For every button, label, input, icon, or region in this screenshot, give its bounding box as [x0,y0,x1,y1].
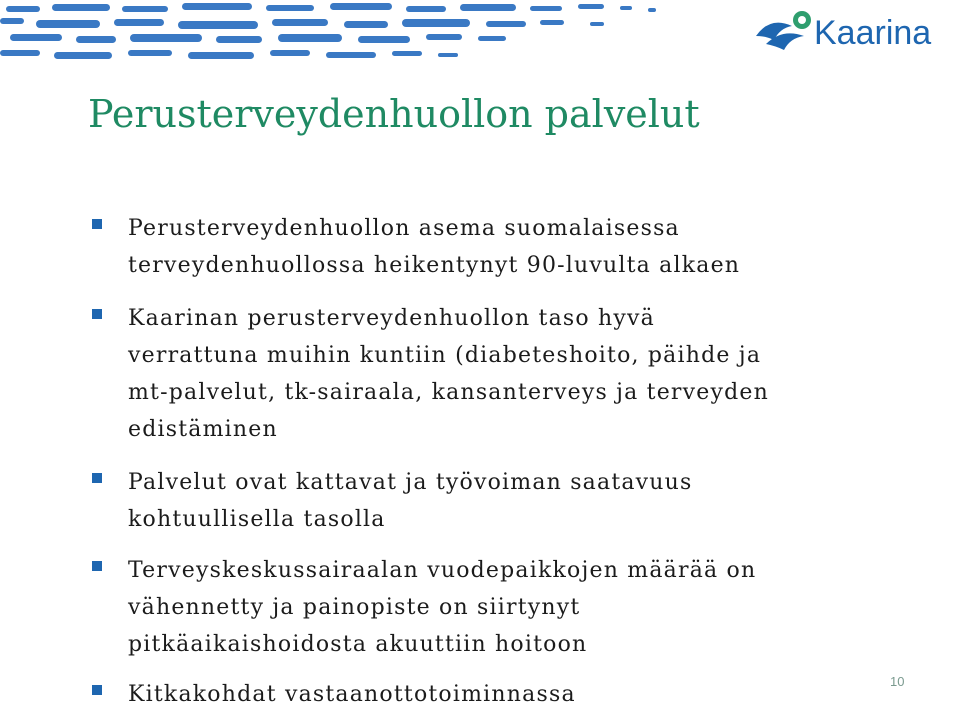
bullet-text: Palvelut ovat kattavat ja työvoiman saatavuus kohtuullisella tasolla [128,470,693,532]
logo-text: Kaarina [814,14,932,52]
bullet-item [92,464,872,538]
bullet-item [92,552,872,663]
bullet-text: Kitkakohdat vastaanottotoiminnassa [128,682,576,707]
bullet-item [92,210,872,284]
bullet-text: Terveyskeskussairaalan vuodepaikkojen määrää on vähennetty ja painopiste on siirtynyt pitkäaikaishoidosta akuuttiin hoitoon [128,558,757,657]
bullet-square-icon [92,473,102,483]
bullet-text: Kaarinan perusterveydenhuollon taso hyvä verrattuna muihin kuntiin (diabeteshoito, päihde ja mt-palvelut, tk-sairaala, kansanterveys ja terveyden edistäminen [128,306,769,442]
slide-title: Perusterveydenhuollon palvelut [88,92,700,136]
bullet-item [92,300,872,448]
bullet-square-icon [92,561,102,571]
bullet-square-icon [92,685,102,695]
page-number: 10 [890,674,905,689]
bullet-item [92,676,872,713]
bullet-square-icon [92,309,102,319]
bullet-square-icon [92,219,102,229]
bullet-text: Perusterveydenhuollon asema suomalaisessa terveydenhuollossa heikentynyt 90-luvulta alkaen [128,216,741,278]
